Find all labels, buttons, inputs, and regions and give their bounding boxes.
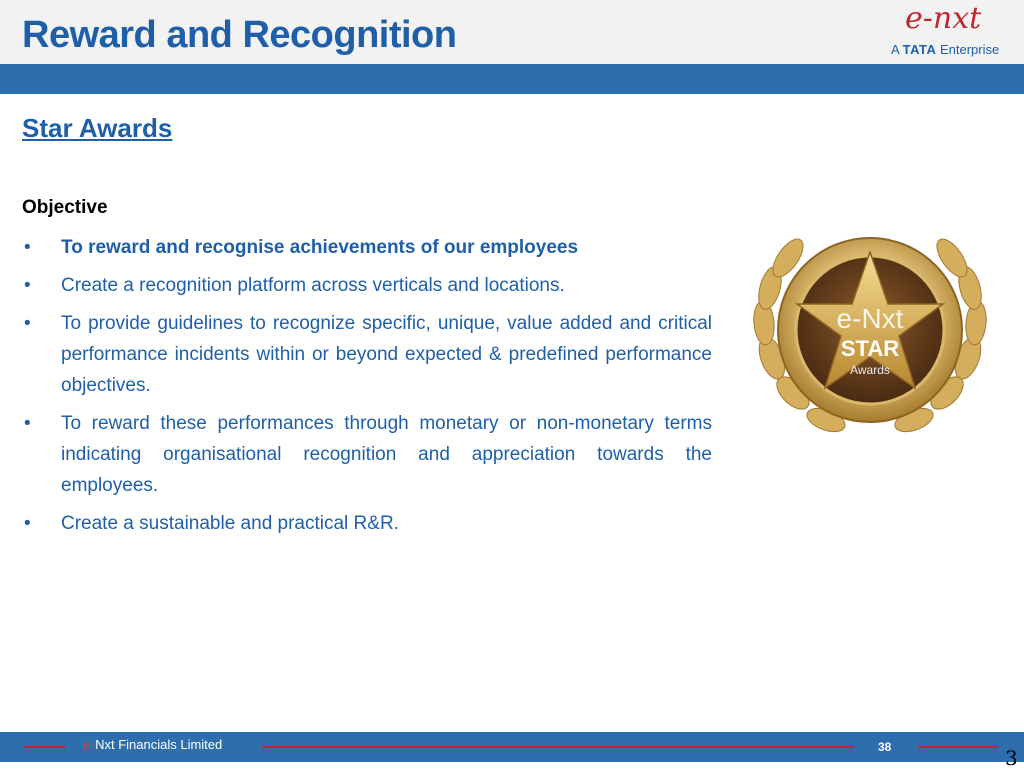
badge-line2: STAR (840, 336, 900, 361)
objective-list (22, 232, 712, 546)
bullet-text: To provide guidelines to recognize specific, unique, value added and critical performance incidents within or beyond expected & predefined performance objectives. (61, 313, 712, 396)
list-item (22, 408, 712, 501)
footer-divider (918, 746, 998, 748)
bullet-icon: • (24, 513, 31, 534)
page-title: Reward and Recognition (22, 14, 457, 56)
tagline-prefix: A (891, 42, 899, 57)
bullet-icon: • (24, 275, 31, 296)
enxt-logo: e-nxt (905, 1, 982, 36)
bullet-text: Create a recognition platform across verticals and locations. (61, 275, 565, 296)
bullet-icon: • (24, 313, 31, 334)
corner-number: 3 (1005, 746, 1018, 770)
bullet-text: To reward these performances through monetary or non-monetary terms indicating organisational recognition and appreciation towards the employees. (61, 413, 712, 496)
list-item (22, 270, 712, 301)
bullet-icon: • (24, 237, 31, 258)
tagline-brand: TATA (902, 42, 937, 57)
star-award-badge-icon (748, 208, 992, 452)
bullet-text: To reward and recognise achievements of our employees (61, 237, 579, 258)
page-number: 38 (878, 740, 892, 754)
bullet-text: Create a sustainable and practical R&R. (61, 513, 399, 534)
footer-company-name (83, 738, 222, 752)
tagline-suffix: Enterprise (939, 42, 1000, 57)
list-item (22, 308, 712, 401)
section-subtitle: Star Awards (22, 113, 173, 143)
objective-heading: Objective (22, 197, 108, 218)
bullet-icon: • (24, 413, 31, 434)
footer-company-text: Nxt Financials Limited (95, 737, 223, 752)
header-band (0, 64, 1024, 94)
list-item (22, 508, 712, 539)
badge-line1: e-Nxt (836, 303, 904, 334)
list-item (22, 232, 712, 263)
footer-divider (24, 746, 66, 748)
tata-enterprise-tagline (891, 43, 999, 56)
footer-divider (262, 746, 854, 748)
badge-line3: Awards (850, 363, 890, 377)
footer-company-prefix: e- (83, 738, 96, 753)
